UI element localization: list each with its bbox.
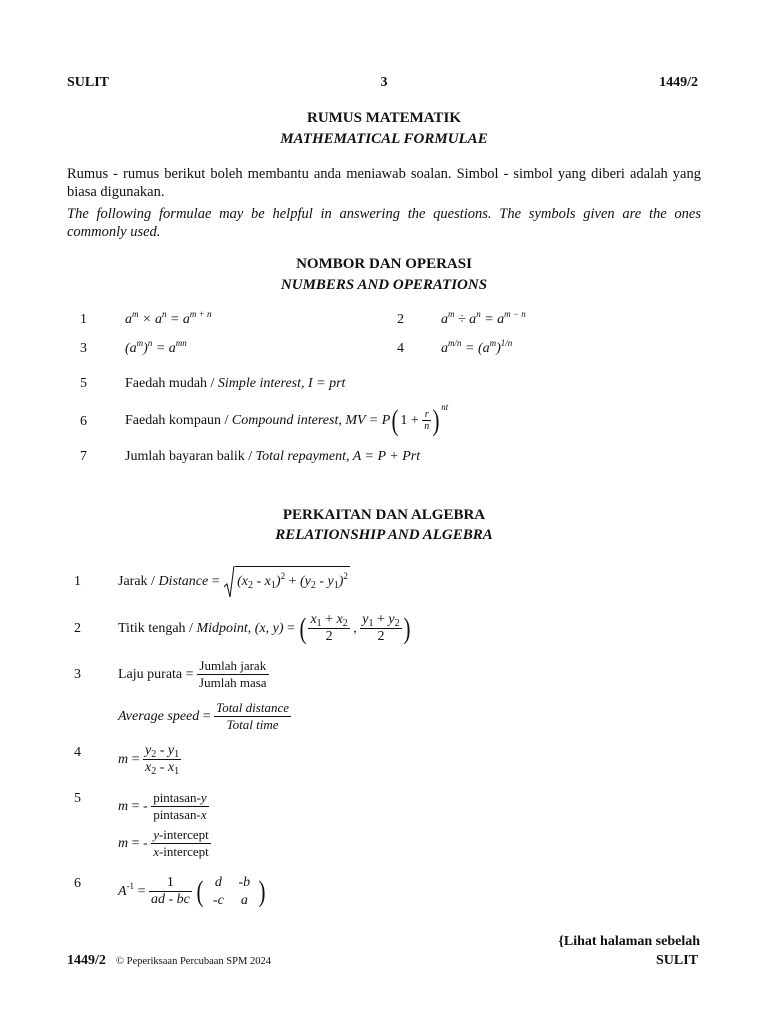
s2-formula-2: Titik tengah / Midpoint, (x, y) = ( $\frac{x_1 + x_2}{2}$ , $\frac{y_1 + y_2}{2}$ ) — [118, 611, 411, 645]
section1-title-en: NUMBERS AND OPERATIONS — [280, 277, 488, 293]
intro-ms: Rumus - rumus berikut boleh membantu anda meniawab soalan. Simbol - simbol yang diberi adalah yang biasa digunakan. — [67, 166, 701, 200]
s1-item-1-number: 1 — [80, 312, 87, 327]
s1-item-6-number: 6 — [80, 414, 87, 429]
s1-formula-5: Faedah mudah / Simple interest, I = prt — [125, 376, 346, 391]
title-ms: RUMUS MATEMATIK — [306, 110, 462, 126]
sqrt-sign — [223, 565, 235, 599]
s1-formula-2: $a^m \div a^n = a^{m - n}$ — [441, 309, 526, 327]
s2-formula-1: Jarak / Distance = $(x_2 - x_1)^2 + (y_2 - y_1)^2$ — [118, 564, 350, 600]
s1-formula-1: $a^m \times a^n = a^{m + n}$ — [125, 309, 212, 327]
s2-formula-3-ms: Laju purata = $\frac{\text{Jumlah jarak}}{\text{Jumlah masa}}$ — [118, 658, 267, 691]
s1-item-3-number: 3 — [80, 341, 87, 356]
s2-item-4-number: 4 — [74, 745, 81, 760]
s1-formula-7: Jumlah bayaran balik / Total repayment, A = P + Prt — [125, 449, 421, 464]
section1-title-ms: NOMBOR DAN OPERASI — [296, 256, 472, 272]
footer-code: 1449/2 — [67, 953, 106, 968]
s1-item-5-number: 5 — [80, 376, 87, 391]
paper-code: 1449/2 — [659, 75, 698, 90]
header-left: SULIT — [67, 75, 110, 90]
footer-copyright: © Peperiksaan Percubaan SPM 2024 — [116, 956, 271, 967]
s2-item-5-number: 5 — [74, 791, 81, 806]
s2-formula-3-en: Average speed = $\frac{\text{Total distance}}{\text{Total time}}$ — [118, 700, 289, 733]
s1-formula-6: Faedah kompaun / Compound interest, MV = P( 1 + $\frac{r}{n}$ ) $^{nt}$ — [125, 402, 449, 437]
s2-item-6-number: 6 — [74, 876, 81, 891]
s2-item-1-number: 1 — [74, 574, 81, 589]
section2-title-ms: PERKAITAN DAN ALGEBRA — [282, 507, 486, 523]
s1-formula-3: $(a^m)^n = a^{mn}$ — [125, 338, 187, 356]
s1-item-4-number: 4 — [397, 341, 404, 356]
footer-next-page: {Lihat halaman sebelah — [558, 934, 700, 949]
page-number: 3 — [380, 75, 388, 90]
s2-item-3-number: 3 — [74, 667, 81, 682]
section2-title-en: RELATIONSHIP AND ALGEBRA — [275, 527, 493, 543]
title-en: MATHEMATICAL FORMULAE — [280, 131, 488, 147]
footer-right: SULIT — [655, 953, 698, 968]
s1-item-7-number: 7 — [80, 449, 87, 464]
s2-formula-4: m = $\frac{y_2 - y_1}{x_2 - x_1}$ — [118, 743, 180, 778]
s1-item-2-number: 2 — [397, 312, 404, 327]
s2-formula-5-en: m = - $\frac{\text{y-intercept}}{\text{x-intercept}}$ — [118, 827, 209, 860]
s1-formula-4: $a^{m/n} = (a^m)^{1/n}$ — [441, 338, 513, 356]
intro-en: The following formulae may be helpful in answering the questions. The symbols given are the ones commonly used. — [67, 206, 701, 240]
s2-formula-6: $A^{-1}$ = $\frac{1}{ad - bc}$ ( d -b -c a ) — [118, 874, 266, 908]
s2-formula-5-ms: m = - $\frac{\text{pintasan-y}}{\text{pintasan-x}}$ — [118, 790, 207, 823]
s2-item-2-number: 2 — [74, 621, 81, 636]
